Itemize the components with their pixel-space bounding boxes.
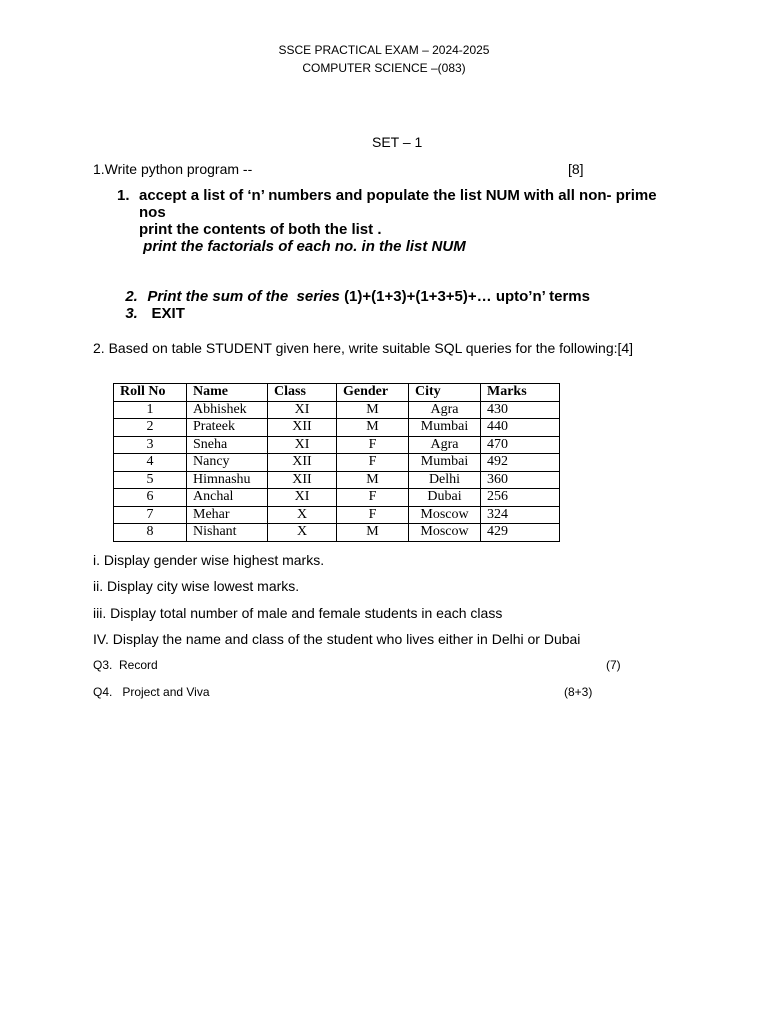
cell-gender: M — [337, 401, 409, 419]
q2-text: 2. Based on table STUDENT given here, write suitable SQL queries for the following:[4] — [93, 340, 634, 356]
cell-roll-no: 3 — [114, 436, 187, 454]
header-gender: Gender — [337, 384, 409, 402]
cell-gender: M — [337, 419, 409, 437]
table-row — [114, 471, 560, 489]
q3-marks: (7) — [606, 658, 621, 672]
cell-roll-no: 7 — [114, 506, 187, 524]
cell-class: XI — [268, 489, 337, 507]
q1-item-3 — [117, 288, 185, 322]
table-row — [114, 419, 560, 437]
cell-marks: 430 — [481, 401, 560, 419]
q1-marks: [8] — [568, 161, 584, 177]
cell-city: Moscow — [409, 524, 481, 542]
q1-item-1-number: 1. — [117, 187, 130, 204]
cell-class: XII — [268, 419, 337, 437]
cell-gender: F — [337, 454, 409, 472]
header-name: Name — [187, 384, 268, 402]
cell-city: Delhi — [409, 471, 481, 489]
cell-marks: 440 — [481, 419, 560, 437]
q3-label: Q3. Record — [93, 658, 158, 672]
q1-item-2-number: 2. — [125, 288, 138, 305]
table-row — [114, 454, 560, 472]
cell-roll-no: 1 — [114, 401, 187, 419]
q1-text: 1.Write python program -- — [93, 161, 253, 177]
cell-marks: 429 — [481, 524, 560, 542]
cell-class: XII — [268, 471, 337, 489]
header-city: City — [409, 384, 481, 402]
table-row — [114, 436, 560, 454]
cell-marks: 360 — [481, 471, 560, 489]
cell-marks: 470 — [481, 436, 560, 454]
q1-item-1-line4: print the factorials of each no. in the list NUM — [139, 238, 466, 255]
q1-item-3-number: 3. — [125, 305, 138, 322]
cell-class: XI — [268, 436, 337, 454]
cell-city: Dubai — [409, 489, 481, 507]
q1-item-1-line2: nos — [139, 204, 166, 221]
cell-class: XI — [268, 401, 337, 419]
cell-city: Mumbai — [409, 454, 481, 472]
q1-item-1-line3: print the contents of both the list . — [139, 221, 382, 238]
q1-item-1 — [117, 187, 657, 204]
q1-item-2 — [117, 271, 590, 305]
cell-roll-no: 2 — [114, 419, 187, 437]
cell-gender: M — [337, 471, 409, 489]
cell-class: X — [268, 524, 337, 542]
cell-city: Agra — [409, 401, 481, 419]
table-row — [114, 506, 560, 524]
cell-gender: F — [337, 489, 409, 507]
q1-item-3-text: EXIT — [147, 305, 185, 322]
cell-marks: 492 — [481, 454, 560, 472]
q1-item-2-series: (1)+(1+3)+(1+3+5)+… upto’n’ terms — [344, 288, 590, 305]
cell-city: Mumbai — [409, 419, 481, 437]
table-header-row — [114, 384, 560, 402]
header-marks: Marks — [481, 384, 560, 402]
q4-marks: (8+3) — [564, 685, 593, 699]
cell-name: Nancy — [187, 454, 268, 472]
cell-name: Himnashu — [187, 471, 268, 489]
query-4: IV. Display the name and class of the student who lives either in Delhi or Dubai — [93, 631, 581, 647]
cell-marks: 256 — [481, 489, 560, 507]
query-2: ii. Display city wise lowest marks. — [93, 578, 300, 594]
cell-city: Moscow — [409, 506, 481, 524]
set-title: SET – 1 — [372, 134, 423, 150]
header-roll-no: Roll No — [114, 384, 187, 402]
table-row — [114, 401, 560, 419]
header-class: Class — [268, 384, 337, 402]
cell-gender: F — [337, 506, 409, 524]
cell-name: Abhishek — [187, 401, 268, 419]
cell-class: X — [268, 506, 337, 524]
cell-roll-no: 8 — [114, 524, 187, 542]
query-1: i. Display gender wise highest marks. — [93, 552, 325, 568]
query-3: iii. Display total number of male and female students in each class — [93, 605, 503, 621]
table-row — [114, 524, 560, 542]
exam-title: SSCE PRACTICAL EXAM – 2024-2025 — [278, 43, 490, 57]
cell-roll-no: 5 — [114, 471, 187, 489]
cell-name: Mehar — [187, 506, 268, 524]
cell-name: Prateek — [187, 419, 268, 437]
cell-marks: 324 — [481, 506, 560, 524]
q1-item-1-line1: accept a list of ‘n’ numbers and populate the list NUM with all non- prime — [139, 187, 657, 204]
cell-roll-no: 6 — [114, 489, 187, 507]
cell-class: XII — [268, 454, 337, 472]
cell-city: Agra — [409, 436, 481, 454]
cell-name: Sneha — [187, 436, 268, 454]
student-table — [113, 383, 560, 542]
cell-roll-no: 4 — [114, 454, 187, 472]
table-row — [114, 489, 560, 507]
cell-gender: M — [337, 524, 409, 542]
cell-gender: F — [337, 436, 409, 454]
q4-label: Q4. Project and Viva — [93, 685, 210, 699]
cell-name: Anchal — [187, 489, 268, 507]
cell-name: Nishant — [187, 524, 268, 542]
subject-title: COMPUTER SCIENCE –(083) — [302, 61, 466, 75]
q1-item-2-italic: Print the sum of the series — [147, 288, 345, 305]
